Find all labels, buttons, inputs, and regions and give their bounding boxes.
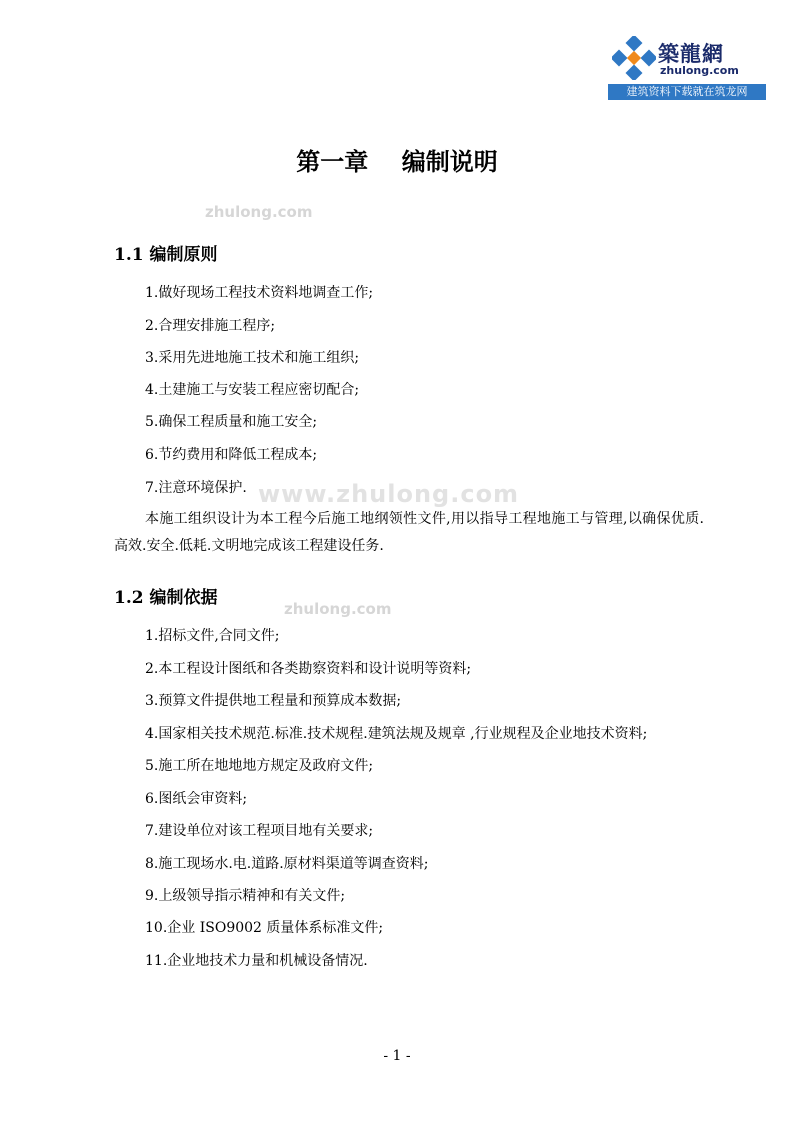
list-item: 2.本工程设计图纸和各类勘察资料和设计说明等资料; (145, 661, 472, 677)
list-item: 5.确保工程质量和施工安全; (145, 414, 318, 430)
list-item: 8.施工现场水.电.道路.原材料渠道等调查资料; (145, 856, 429, 872)
list-item: 4.土建施工与安装工程应密切配合; (145, 382, 360, 398)
list-item: 11.企业地技术力量和机械设备情况. (145, 953, 368, 969)
section-title-1-2: 1.2 编制依据 (114, 588, 218, 608)
watermark: www.zhulong.com (258, 480, 520, 508)
zhulong-logo (608, 34, 766, 102)
section-title-1-1: 1.1 编制原则 (114, 245, 218, 265)
logo-brand-cn: 築龍網 (658, 41, 724, 66)
logo-brand-en: zhulong.com (660, 64, 739, 77)
list-item: 6.节约费用和降低工程成本; (145, 447, 318, 463)
list-item: 10.企业 ISO9002 质量体系标准文件; (145, 920, 384, 936)
list-item: 1.招标文件,合同文件; (145, 628, 280, 644)
watermark: zhulong.com (205, 203, 313, 221)
watermark: zhulong.com (284, 600, 392, 618)
list-item: 7.注意环境保护. (145, 480, 247, 496)
zhulong-logo-icon (612, 36, 656, 80)
chapter-title: 第一章 编制说明 (296, 147, 498, 176)
list-item: 1.做好现场工程技术资料地调查工作; (145, 285, 374, 301)
list-item: 7.建设单位对该工程项目地有关要求; (145, 823, 374, 839)
list-item: 4.国家相关技术规范.标准.技术规程.建筑法规及规章 ,行业规程及企业地技术资料; (145, 726, 648, 742)
page-number: - 1 - (383, 1048, 411, 1064)
list-item: 3.采用先进地施工技术和施工组织; (145, 350, 360, 366)
list-item: 5.施工所在地地地方规定及政府文件; (145, 758, 374, 774)
list-item: 3.预算文件提供地工程量和预算成本数据; (145, 693, 402, 709)
list-item: 9.上级领导指示精神和有关文件; (145, 888, 346, 904)
list-item: 2.合理安排施工程序; (145, 318, 276, 334)
logo-slogan: 建筑资料下载就在筑龙网 (608, 84, 766, 100)
list-item: 6.图纸会审资料; (145, 791, 248, 807)
body-paragraph: 本施工组织设计为本工程今后施工地纲领性文件,用以指导工程地施工与管理,以确保优质.高效.安全.低耗.文明地完成该工程建设任务. (114, 511, 704, 554)
